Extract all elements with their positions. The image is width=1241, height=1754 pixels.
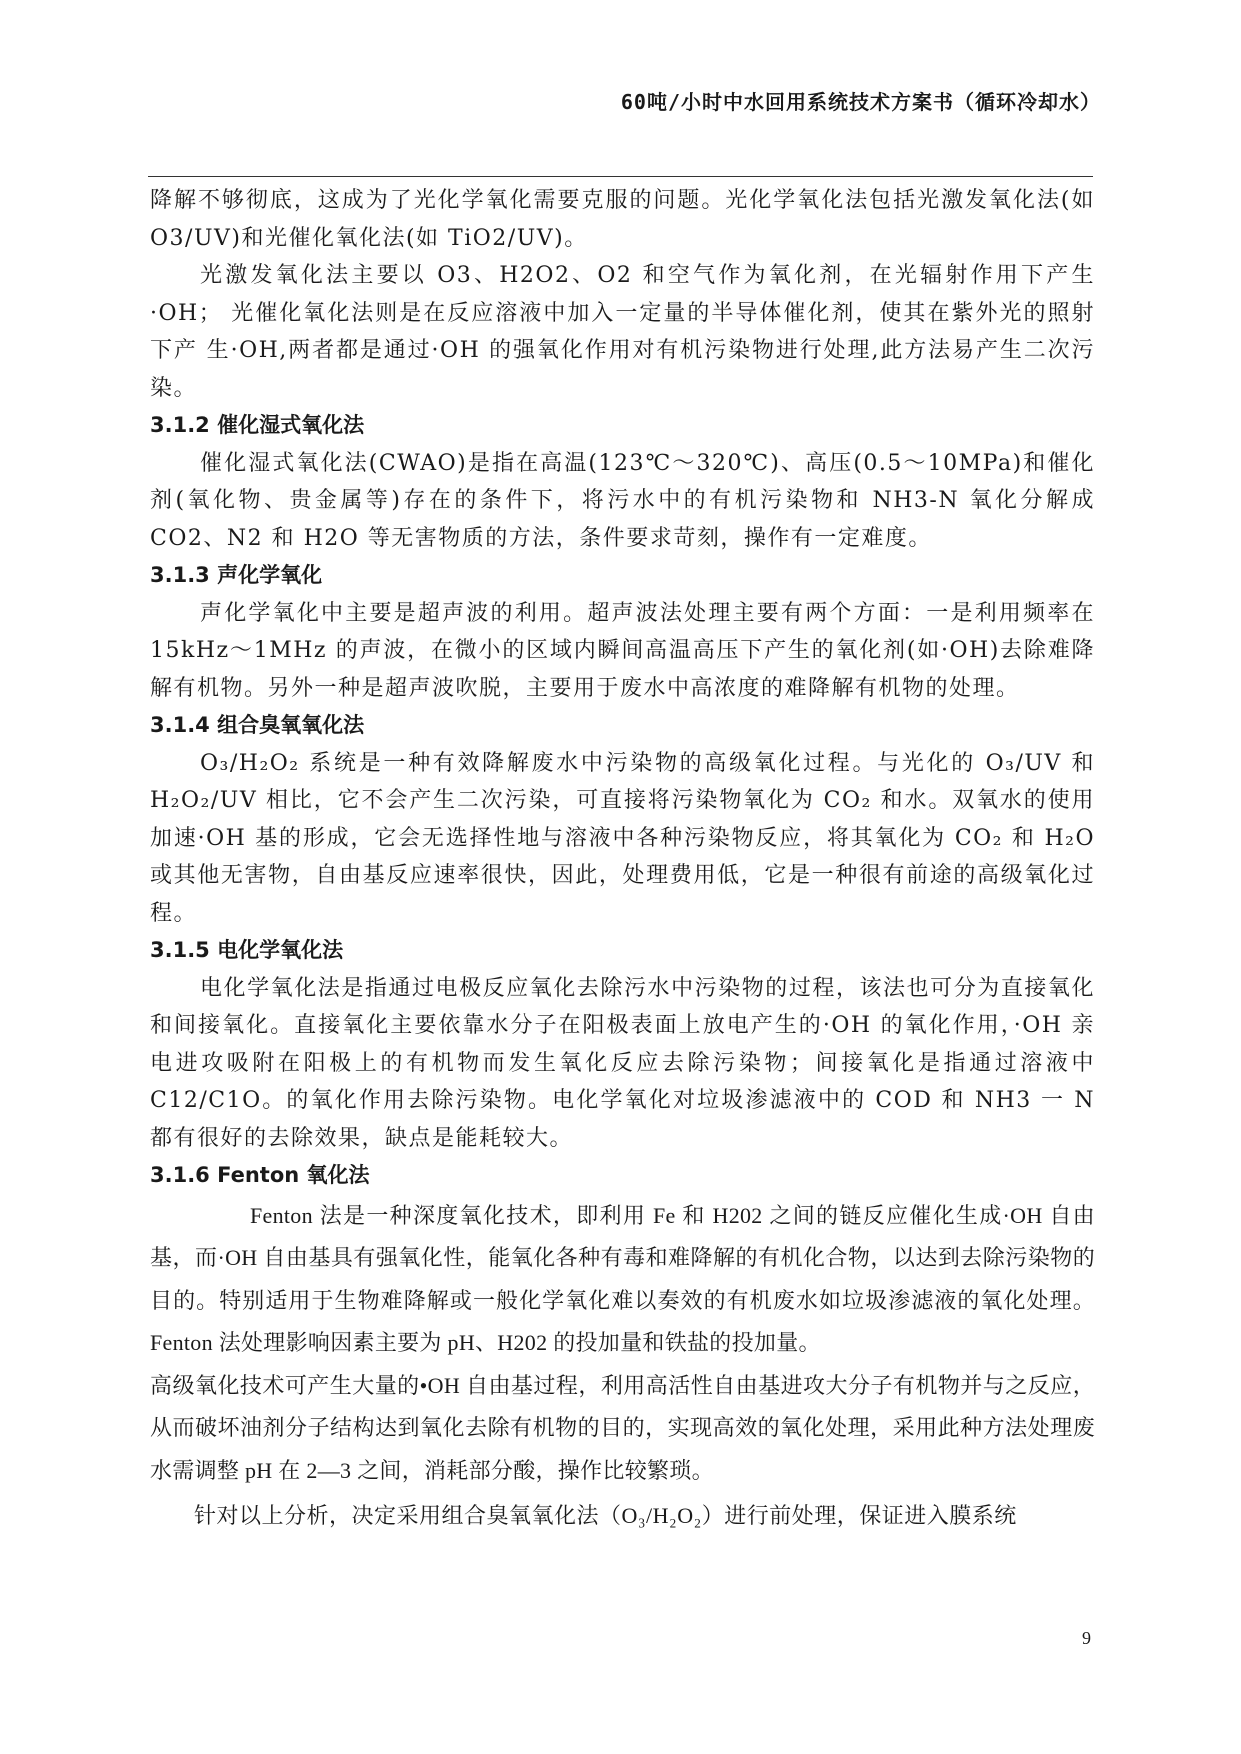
paragraph-ozone-combined: O₃/H₂O₂ 系统是一种有效降解废水中污染物的高级氧化过程。与光化的 O₃/UV 和 H₂O₂/UV 相比，它不会产生二次污染，可直接将污染物氧化为 CO₂ 和水。双氧水的使用加速·OH 基的形成，它会无选择性地与溶液中各种污染物反应，将其氧化为 CO₂ 和 H₂O 或其他无害物，自由基反应速率很快，因此，处理费用低，它是一种很有前途的高级氧化过程。 [150,750,1095,926]
paragraph-fenton: Fenton 法是一种深度氧化技术，即利用 Fe 和 H202 之间的链反应催化生成·OH 自由基，而·OH 自由基具有强氧化性，能氧化各种有毒和难降解的有机化合物，以达到去除污染物的目的。特别适用于生物难降解或一般化学氧化难以奏效的有机废水如垃圾渗滤液的氧化处理。Fenton 法处理影响因素主要为 pH、H202 的投加量和铁盐的投加量。 [150,1202,1095,1355]
paragraph-photo-oxidation-intro: 降解不够彻底，这成为了光化学氧化需要克服的问题。光化学氧化法包括光激发氧化法(如 O3/UV)和光催化氧化法(如 TiO2/UV)。 [150,188,1095,251]
section-heading-3-1-3: 3.1.3 声化学氧化 [150,563,323,587]
page-number: 9 [1082,1628,1091,1648]
section-heading-3-1-4: 3.1.4 组合臭氧氧化法 [150,713,365,737]
paragraph-photo-oxidation: 光激发氧化法主要以 O3、H2O2、O2 和空气作为氧化剂，在光辐射作用下产生·OH； 光催化氧化法则是在反应溶液中加入一定量的半导体催化剂，使其在紫外光的照射下产 生·OH,两者都是通过·OH 的强氧化作用对有机污染物进行处理,此方法易产生二次污染。 [150,263,1095,401]
header-rule [148,176,1093,177]
section-heading-3-1-6: 3.1.6 Fenton 氧化法 [150,1163,370,1187]
section-heading-3-1-2: 3.1.2 催化湿式氧化法 [150,413,365,437]
document-body [150,182,1095,1540]
section-heading-3-1-5: 3.1.5 电化学氧化法 [150,938,344,962]
paragraph-sonochemical: 声化学氧化中主要是超声波的利用。超声波法处理主要有两个方面：一是利用频率在 15kHz～1MHz 的声波，在微小的区域内瞬间高温高压下产生的氧化剂(如·OH)去除难降解有机物。另外一种是超声波吹脱，主要用于废水中高浓度的难降解有机物的处理。 [150,600,1095,701]
paragraph-cwao: 催化湿式氧化法(CWAO)是指在高温(123℃～320℃)、高压(0.5～10MPa)和催化剂(氧化物、贵金属等)存在的条件下，将污水中的有机污染物和 NH3-N 氧化分解成 CO2、N2 和 H2O 等无害物质的方法，条件要求苛刻，操作有一定难度。 [150,450,1095,551]
paragraph-conclusion: 针对以上分析，决定采用组合臭氧氧化法（O₃/H₂O₂）进行前处理，保证进入膜系统 [194,1503,1017,1528]
paragraph-electrochemical: 电化学氧化法是指通过电极反应氧化去除污水中污染物的过程，该法也可分为直接氧化和间接氧化。直接氧化主要依靠水分子在阳极表面上放电产生的·OH 的氧化作用，·OH 亲电进攻吸附在阳极上的有机物而发生氧化反应去除污染物；间接氧化是指通过溶液中 C12/C1O。的氧化作用去除污染物。电化学氧化对垃圾渗滤液中的 COD 和 NH3 一 N 都有很好的去除效果，缺点是能耗较大。 [150,975,1095,1151]
paragraph-advanced-oxidation: 高级氧化技术可产生大量的•OH 自由基过程，利用高活性自由基进攻大分子有机物并与之反应，从而破坏油剂分子结构达到氧化去除有机物的目的，实现高效的氧化处理，采用此种方法处理废水需调整 pH 在 2—3 之间，消耗部分酸，操作比较繁琐。 [150,1372,1095,1483]
page-header-title: 60吨/小时中水回用系统技术方案书（循环冷却水） [620,90,1101,114]
